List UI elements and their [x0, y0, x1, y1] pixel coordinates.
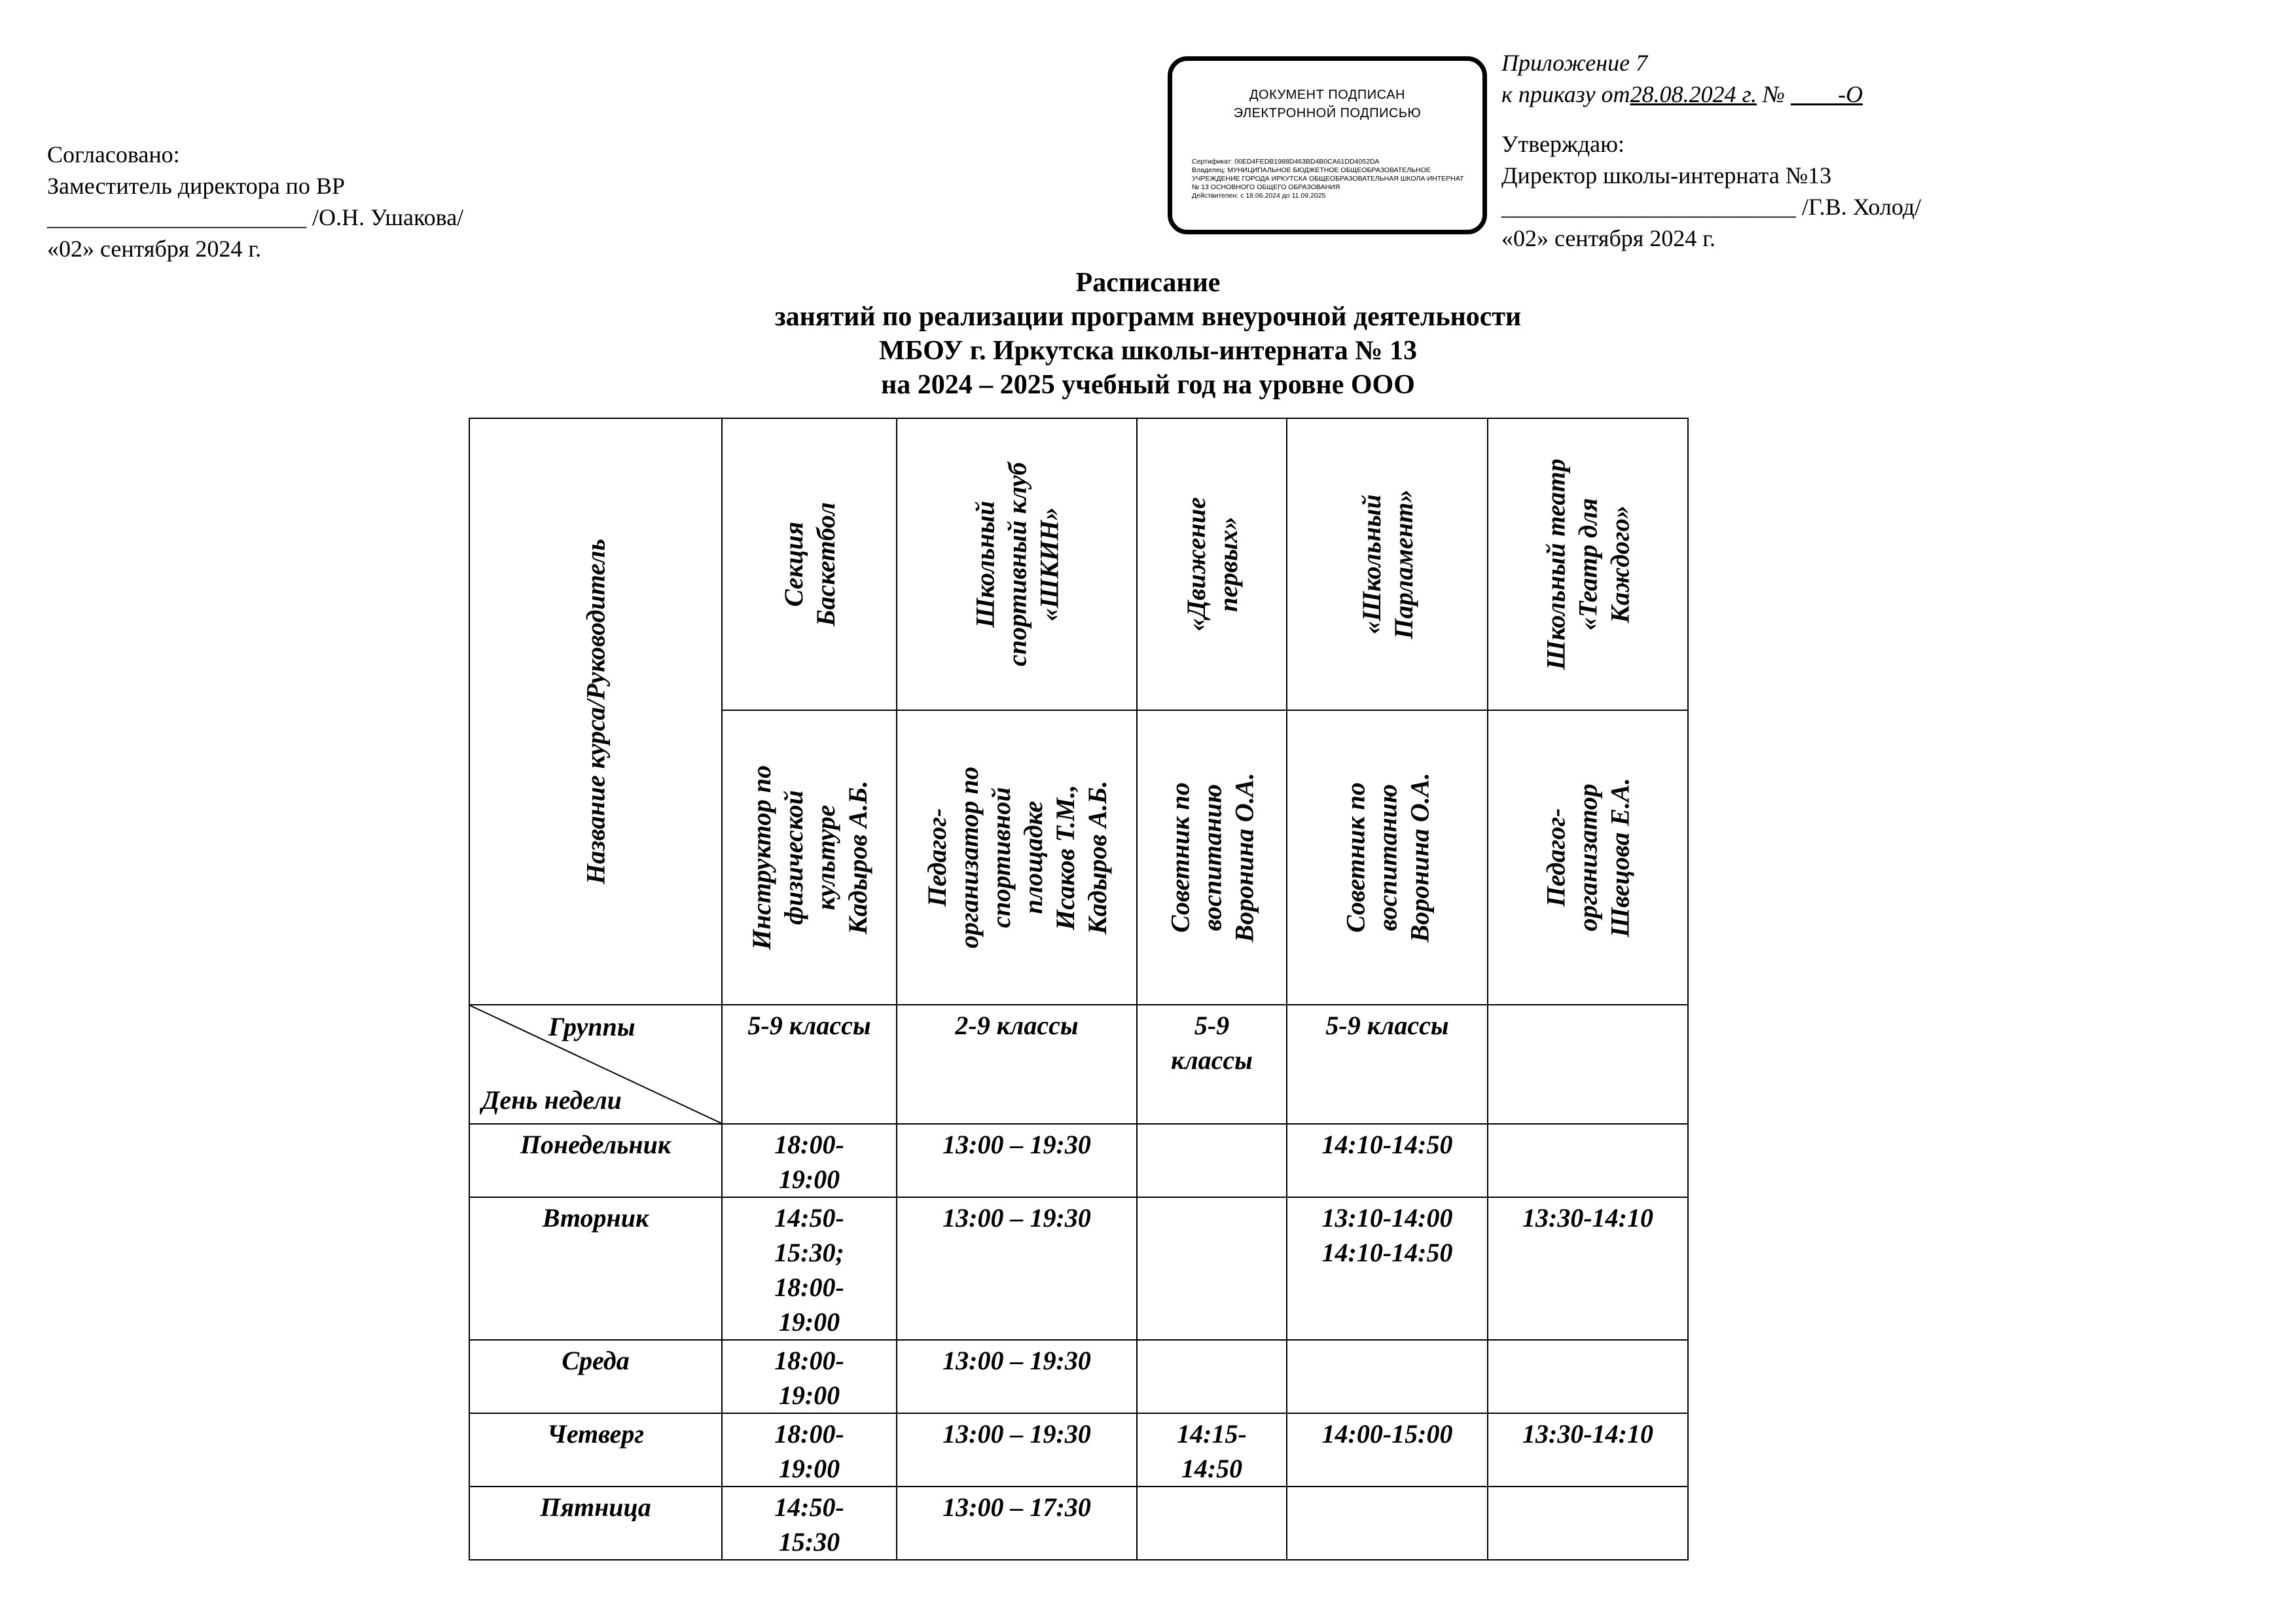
groups-label: Группы — [548, 1012, 636, 1041]
time-value — [723, 1341, 896, 1413]
text-line: Каждого» — [1605, 505, 1635, 623]
day-cell — [469, 1340, 722, 1413]
time-cell — [1287, 1413, 1488, 1487]
approval-date: «02» сентября 2024 г. — [1501, 225, 1716, 251]
text-line: 5-9 классы — [1171, 1011, 1253, 1075]
group-value — [897, 1005, 1136, 1043]
text-line: 18:00- — [774, 1130, 844, 1159]
text-line: культуре — [810, 804, 840, 911]
approval-block — [1501, 47, 1921, 254]
text-line: 13:00 – 17:30 — [942, 1492, 1091, 1522]
text-line: Кадыров А.Б. — [1082, 780, 1112, 935]
text-line: 5-9 классы — [1325, 1011, 1449, 1040]
day-label: День недели — [482, 1085, 622, 1115]
time-cell — [1488, 1340, 1688, 1413]
text-line: Школьный — [970, 501, 999, 628]
group-cell — [1137, 1005, 1287, 1124]
time-cell — [722, 1413, 897, 1487]
agreed-label: Согласовано: — [47, 141, 180, 168]
table-row — [469, 1124, 1688, 1197]
text-line: 15:30 — [778, 1527, 840, 1557]
text-line: первых» — [1213, 516, 1243, 612]
agreement-date: «02» сентября 2024 г. — [47, 236, 262, 262]
time-cell — [1488, 1197, 1688, 1340]
time-cell — [897, 1197, 1137, 1340]
group-value — [723, 1005, 896, 1043]
table-row — [469, 1487, 1688, 1560]
text-line: Педагог- — [922, 808, 952, 907]
text-line: площадке — [1018, 801, 1048, 914]
day-name: Пятница — [540, 1492, 651, 1522]
text-line: 14:15- — [1177, 1419, 1247, 1449]
text-line: 13:30-14:10 — [1522, 1419, 1653, 1449]
course-name — [1540, 459, 1636, 670]
leader-name — [921, 767, 1113, 948]
courses-row — [469, 418, 1688, 710]
schedule-table — [469, 418, 1689, 1561]
text-line: Парламент» — [1388, 489, 1418, 640]
time-value — [1287, 1341, 1487, 1343]
order-prefix: к приказу от — [1501, 81, 1630, 107]
time-cell — [1287, 1340, 1488, 1413]
time-value — [1488, 1125, 1687, 1127]
day-name: Четверг — [547, 1419, 645, 1449]
text-line: «ШКИН» — [1034, 507, 1064, 622]
course-name — [778, 502, 842, 626]
time-value — [1287, 1414, 1487, 1451]
e-signature-stamp — [1168, 56, 1487, 234]
course-cell — [1287, 418, 1488, 710]
course-cell — [1488, 418, 1688, 710]
day-name: Среда — [562, 1346, 630, 1375]
text-line: Советник по — [1165, 782, 1194, 933]
order-date: 28.08.2024 г. — [1630, 81, 1757, 107]
text-line: Педагог- — [1541, 808, 1571, 907]
text-line: «Театр для — [1573, 497, 1603, 631]
time-cell — [1488, 1124, 1688, 1197]
time-value — [1488, 1341, 1687, 1343]
text-line: Швецова Е.А. — [1605, 778, 1635, 937]
time-cell — [722, 1340, 897, 1413]
text-line: 14:50- — [774, 1203, 844, 1233]
text-line: 14:10-14:50 — [1321, 1238, 1453, 1267]
time-value — [1287, 1125, 1487, 1162]
text-line: организатор по — [954, 767, 984, 948]
text-line: «Школьный — [1356, 494, 1386, 634]
day-cell — [469, 1413, 722, 1487]
time-value — [1287, 1487, 1487, 1490]
text-line: физической — [778, 790, 808, 925]
time-value — [897, 1341, 1136, 1378]
course-name — [969, 462, 1065, 666]
text-line: спортивной — [986, 787, 1016, 928]
text-line: 13:00 – 19:30 — [942, 1419, 1091, 1449]
leader-name — [1540, 778, 1636, 937]
text-line: 14:50 — [1181, 1454, 1243, 1483]
time-value — [1138, 1125, 1286, 1127]
time-cell — [1137, 1413, 1287, 1487]
time-cell — [1287, 1124, 1488, 1197]
time-cell — [897, 1340, 1137, 1413]
text-line: организатор — [1573, 784, 1603, 931]
text-line: 13:00 – 19:30 — [942, 1203, 1091, 1233]
stamp-line2: ЭЛЕКТРОННОЙ ПОДПИСЬЮ — [1233, 106, 1422, 120]
text-line: 13:30-14:10 — [1522, 1203, 1653, 1233]
leader-name — [1339, 773, 1435, 943]
time-value — [723, 1414, 896, 1486]
time-value — [723, 1487, 896, 1559]
title-line3: МБОУ г. Иркутска школы-интерната № 13 — [879, 336, 1417, 366]
time-value — [1488, 1414, 1687, 1451]
time-value — [1488, 1198, 1687, 1235]
leader-cell — [1137, 710, 1287, 1005]
approve-label: Утверждаю: — [1501, 131, 1625, 157]
leader-cell — [1488, 710, 1688, 1005]
time-cell — [1137, 1197, 1287, 1340]
groups-row — [469, 1005, 1688, 1124]
course-cell — [722, 418, 897, 710]
director-signature: _________________________ /Г.В. Холод/ — [1501, 194, 1922, 220]
time-value — [723, 1198, 896, 1339]
order-line — [1501, 79, 1921, 110]
group-cell — [722, 1005, 897, 1124]
deputy-position: Заместитель директора по ВР — [47, 173, 345, 199]
text-line: 14:50- — [774, 1492, 844, 1522]
course-name — [1355, 490, 1420, 640]
group-value — [1138, 1005, 1286, 1077]
time-cell — [1137, 1487, 1287, 1560]
time-value — [897, 1125, 1136, 1162]
stamp-certificate: Сертификат: 00ED4FEDB1988D463BD4B0CA61DD4052DA — [1192, 158, 1380, 166]
time-cell — [1488, 1487, 1688, 1560]
text-line: 13:00 – 19:30 — [942, 1130, 1091, 1159]
day-cell — [469, 1124, 722, 1197]
day-cell — [469, 1197, 722, 1340]
time-value — [897, 1198, 1136, 1235]
text-line: Баскетбол — [810, 502, 840, 626]
text-line: 13:10-14:00 — [1321, 1203, 1453, 1233]
leader-name — [745, 765, 874, 950]
text-line: «Движение — [1181, 497, 1211, 632]
group-cell — [897, 1005, 1137, 1124]
text-line: Воронина О.А. — [1229, 772, 1259, 943]
leader-cell — [1287, 710, 1488, 1005]
group-cell — [1287, 1005, 1488, 1124]
course-name — [1180, 497, 1244, 632]
text-line: Кадыров А.Б. — [842, 780, 872, 935]
text-line: Инструктор по — [746, 765, 776, 950]
group-cell — [1488, 1005, 1688, 1124]
corner-header: Название курса/Руководитель — [581, 539, 611, 884]
text-line: 18:00- — [774, 1419, 844, 1449]
time-cell — [897, 1487, 1137, 1560]
corner-header-cell — [469, 418, 722, 1005]
time-cell — [1137, 1340, 1287, 1413]
text-line: Советник по — [1340, 782, 1370, 933]
stamp-valid: Действителен: с 18.06.2024 до 11.09.2025 — [1192, 192, 1326, 200]
time-cell — [1287, 1197, 1488, 1340]
time-value — [1287, 1198, 1487, 1270]
deputy-signature: ______________________ /О.Н. Ушакова/ — [47, 204, 464, 230]
text-line: 19:00 — [778, 1307, 840, 1337]
text-line: Воронина О.А. — [1405, 772, 1434, 943]
title-line1: Расписание — [1075, 268, 1221, 298]
text-line: Школьный театр — [1541, 458, 1571, 670]
group-value — [1488, 1005, 1687, 1008]
appendix-label: Приложение 7 — [1501, 50, 1648, 76]
time-value — [1138, 1341, 1286, 1343]
director-position: Директор школы-интерната №13 — [1501, 162, 1832, 189]
text-line: 15:30; — [774, 1238, 844, 1267]
time-value — [1488, 1487, 1687, 1490]
text-line: 19:00 — [778, 1380, 840, 1410]
time-cell — [722, 1197, 897, 1340]
stamp-line1: ДОКУМЕНТ ПОДПИСАН — [1249, 88, 1405, 102]
text-line: 14:00-15:00 — [1321, 1419, 1453, 1449]
time-value — [1138, 1198, 1286, 1200]
time-value — [1138, 1487, 1286, 1490]
table-row — [469, 1340, 1688, 1413]
text-line: воспитанию — [1197, 784, 1227, 931]
text-line: 5-9 классы — [747, 1011, 871, 1040]
title-line4: на 2024 – 2025 учебный год на уровне ООО — [881, 370, 1415, 400]
order-number: ____-О — [1791, 81, 1863, 107]
time-value — [723, 1125, 896, 1197]
day-name: Понедельник — [520, 1130, 672, 1159]
title-line2: занятий по реализации программ внеурочной деятельности — [774, 302, 1522, 332]
time-cell — [897, 1124, 1137, 1197]
text-line: воспитанию — [1372, 784, 1402, 931]
text-line: Секция — [778, 521, 808, 607]
day-cell — [469, 1487, 722, 1560]
course-cell — [1137, 418, 1287, 710]
leader-cell — [897, 710, 1137, 1005]
text-line: 19:00 — [778, 1164, 840, 1194]
stamp-owner: Владелец: МУНИЦИПАЛЬНОЕ БЮДЖЕТНОЕ ОБЩЕОБРАЗОВАТЕЛЬНОЕ УЧРЕЖДЕНИЕ ГОРОДА ИРКУТСКА ОБЩЕОБРАЗОВАТЕЛЬНАЯ ШКОЛА-ИНТЕРНАТ № 13 ОСНОВНОГО ОБЩЕГО ОБРАЗОВАНИЯ — [1192, 166, 1464, 191]
text-line: 2-9 классы — [955, 1011, 1079, 1040]
order-number-label: № — [1757, 81, 1791, 107]
table-row — [469, 1413, 1688, 1487]
text-line: 19:00 — [778, 1454, 840, 1483]
time-cell — [1287, 1487, 1488, 1560]
day-name: Вторник — [542, 1203, 649, 1233]
text-line: 18:00- — [774, 1272, 844, 1302]
groups-day-corner — [469, 1005, 722, 1124]
time-cell — [1488, 1413, 1688, 1487]
time-cell — [722, 1124, 897, 1197]
time-value — [897, 1414, 1136, 1451]
group-value — [1287, 1005, 1487, 1043]
text-line: 18:00- — [774, 1346, 844, 1375]
document-title — [0, 266, 2296, 402]
text-line: Исаков Т.М., — [1050, 785, 1080, 930]
time-cell — [722, 1487, 897, 1560]
time-value — [1138, 1414, 1286, 1486]
leader-name — [1164, 773, 1260, 943]
text-line: 13:00 – 19:30 — [942, 1346, 1091, 1375]
leader-cell — [722, 710, 897, 1005]
text-line: спортивный клуб — [1002, 462, 1031, 666]
table-row — [469, 1197, 1688, 1340]
time-cell — [897, 1413, 1137, 1487]
course-cell — [897, 418, 1137, 710]
time-cell — [1137, 1124, 1287, 1197]
text-line: 14:10-14:50 — [1321, 1130, 1453, 1159]
agreement-block — [47, 139, 463, 264]
time-value — [897, 1487, 1136, 1525]
